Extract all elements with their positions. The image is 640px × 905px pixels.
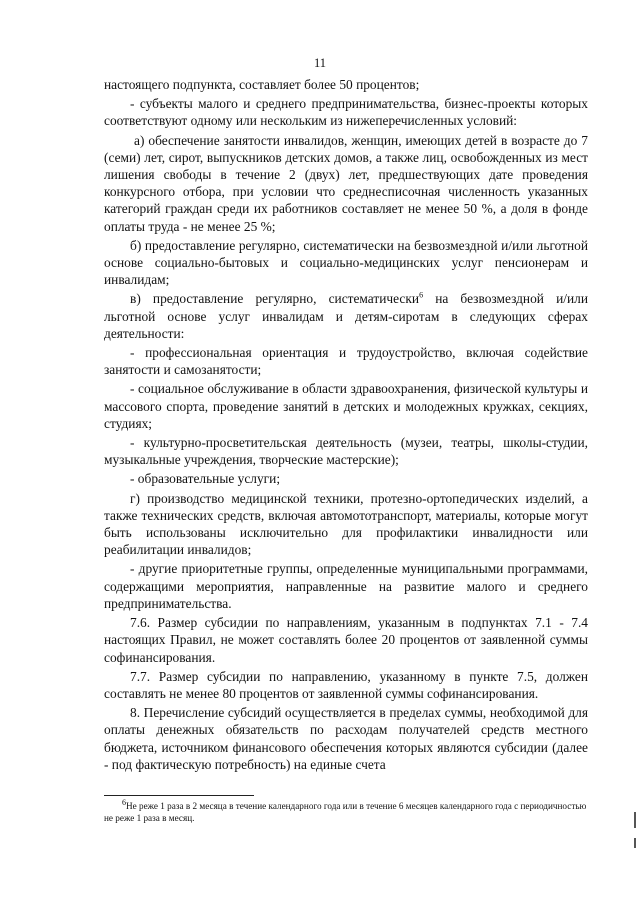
paragraph bbox=[104, 470, 588, 487]
footnote bbox=[104, 797, 588, 824]
paragraph bbox=[104, 344, 588, 378]
paragraph bbox=[104, 614, 588, 666]
paragraph-text: - субъекты малого и среднего предпринимательства, бизнес-проекты которых соответствуют одному или нескольким из нижеперечисленных условий: bbox=[104, 96, 588, 129]
paragraph bbox=[104, 237, 588, 289]
footnote-body: Не реже 1 раза в 2 месяца в течение календарного года или в течение 6 месяцев календарного года с периодичностью не реже 1 раза в месяц. bbox=[104, 801, 587, 823]
scan-edge-mark bbox=[634, 838, 636, 848]
scan-edge-mark bbox=[634, 812, 636, 828]
paragraph bbox=[104, 380, 588, 432]
paragraph-text: 8. Перечисление субсидий осуществляется в пределах суммы, необходимой для оплаты денежных обязательств по расходам получателей средств местного бюджета, источником финансового обеспечения которых являются субсидии (далее - под фактическую потребность) на единые счета bbox=[104, 705, 588, 772]
paragraph bbox=[104, 76, 588, 93]
page-number: 11 bbox=[313, 56, 327, 70]
paragraph-text: г) производство медицинской техники, протезно-ортопедических изделий, а также технических средств, включая автомототранспорт, материалы, которые могут быть использованы исключительно для профилактики инвалидности или реабилитации инвалидов; bbox=[104, 490, 588, 558]
paragraph-text-continued: на безвозмездной и/или льготной основе услуг инвалидам и детям-сиротам в следующих сферах деятельности: bbox=[104, 291, 588, 341]
paragraph bbox=[104, 668, 588, 702]
paragraph-text: - профессиональная ориентация и трудоустройство, включая содействие занятости и самозанятости; bbox=[104, 345, 588, 378]
paragraph-text: - образовательные услуги; bbox=[130, 471, 281, 487]
paragraph bbox=[104, 560, 588, 612]
paragraph-text: а) обеспечение занятости инвалидов, женщин, имеющих детей в возрасте до 7 (семи) лет, сирот, выпускников детских домов, а также лиц, освобожденных из мест лишения свободы в течение 2 (двух) лет, предшествующих дате проведения конкурсного отбора, при условии что среднесписочная численность указанных категорий граждан среди их работников составляет не менее 50 %, а доля в фонде оплаты труда - не менее 25 %; bbox=[104, 132, 588, 234]
footnote-text bbox=[104, 797, 588, 824]
paragraph-text: в) предоставление регулярно, систематически bbox=[130, 291, 420, 307]
paragraph bbox=[104, 290, 588, 342]
paragraph-text: б) предоставление регулярно, систематически на безвозмездной и/или льготной основе социально-бытовых и социально-медицинских услуг пенсионерам и инвалидам; bbox=[104, 237, 588, 288]
paragraph bbox=[104, 704, 588, 773]
paragraph-text: - социальное обслуживание в области здравоохранения, физической культуры и массового спорта, проведение занятий в детских и молодежных кружках, секциях, студиях; bbox=[104, 381, 588, 431]
paragraph bbox=[104, 95, 588, 129]
paragraph bbox=[104, 490, 588, 559]
paragraph-text: - другие приоритетные группы, определенные муниципальными программами, содержащими мероприятия, направленные на развитие малого и среднего предпринимательства. bbox=[104, 561, 588, 611]
paragraph-text: - культурно-просветительская деятельность (музеи, театры, школы-студии, музыкальные учреждения, творческие мастерские); bbox=[104, 435, 588, 468]
document-body bbox=[104, 76, 588, 775]
footnote-reference: 6 bbox=[419, 290, 424, 300]
paragraph bbox=[104, 132, 588, 235]
footnote-marker: 6 bbox=[122, 797, 126, 807]
paragraph-text: настоящего подпункта, составляет более 50 процентов; bbox=[104, 77, 420, 92]
paragraph-text: 7.7. Размер субсидии по направлению, указанному в пункте 7.5, должен составлять не менее 80 процентов от заявленной суммы софинансирования. bbox=[104, 668, 588, 701]
paragraph bbox=[104, 434, 588, 468]
footnote-separator bbox=[104, 795, 254, 796]
paragraph-text: 7.6. Размер субсидии по направлениям, указанным в подпунктах 7.1 - 7.4 настоящих Правил, не может составлять более 20 процентов от заявленной суммы софинансирования. bbox=[104, 615, 588, 665]
